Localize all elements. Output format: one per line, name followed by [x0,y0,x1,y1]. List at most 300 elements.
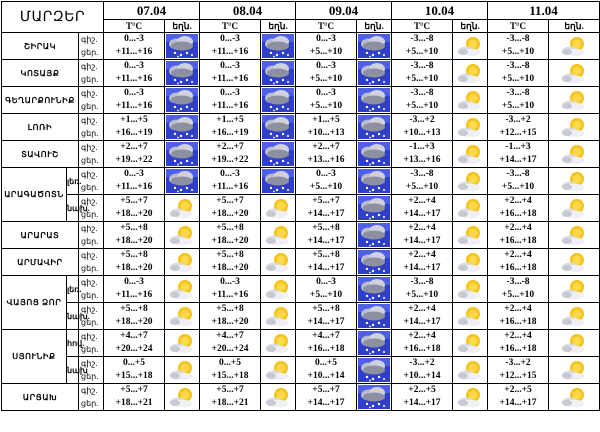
day-temperature: +16...+18 [499,344,537,354]
day-temperature: +10...+13 [403,128,441,138]
day-temperature: +18...+20 [211,209,249,219]
night-temperature: -3...+2 [505,358,531,368]
night-temperature: +2...+4 [408,250,436,260]
temperature-cell [200,114,261,141]
night-temperature: +2...+4 [504,331,532,341]
day-temperature: +18...+21 [115,398,153,408]
weather-icon-cell [357,303,392,330]
day-label: ցեր. [81,129,99,138]
temperature-cell [296,276,357,303]
weather-icon-cell [165,87,200,114]
night-temperature: +5...+7 [312,196,340,206]
weather-icon-cell [453,33,488,60]
region-name: ՇԻՐԱԿ [2,33,79,60]
night-temperature: 0...-3 [124,169,144,179]
temperature-cell [104,222,165,249]
night-temperature: +4...+7 [120,331,148,341]
snow-cloud-icon [358,223,390,247]
temperature-cell [392,357,453,384]
sun-cloud-icon [559,34,589,58]
night-temperature: 0...+5 [314,358,338,368]
temperature-cell [296,303,357,330]
night-temperature: +5...+7 [120,385,148,395]
weather-icon-cell [453,330,488,357]
night-temperature: +1...+5 [312,115,340,125]
weather-icon-cell [165,114,200,141]
temperature-cell [488,114,549,141]
table-title: ՄԱՐԶԵՐ [2,2,104,33]
day-temperature: +16...+18 [403,344,441,354]
night-temperature: +5...+8 [312,250,340,260]
weather-icon-cell [357,195,392,222]
snow-cloud-icon [262,88,294,112]
sun-cloud-icon [559,277,589,301]
temperature-cell [392,249,453,276]
temperature-cell [200,249,261,276]
temp-column-header: T°C [104,20,165,33]
day-temperature: +18...+20 [211,317,249,327]
temperature-cell [200,276,261,303]
sun-cloud-icon [559,331,589,355]
weather-icon-cell [261,195,296,222]
night-temperature: -3...+2 [409,115,435,125]
temperature-cell [296,33,357,60]
snow-cloud-icon [166,169,198,193]
night-temperature: +5...+8 [216,223,244,233]
day-temperature: +18...+20 [211,263,249,273]
temperature-cell [296,114,357,141]
night-temperature: 0...-3 [220,88,240,98]
sun-cloud-icon [559,88,589,112]
weather-icon-cell [453,168,488,195]
snow-cloud-icon [262,61,294,85]
weather-icon-cell [165,384,200,411]
temperature-cell [200,357,261,384]
night-temperature: -3...-8 [506,34,530,44]
temperature-cell [296,384,357,411]
weather-icon-cell [165,60,200,87]
weather-icon-cell [261,249,296,276]
night-day-labels [79,330,104,357]
weather-icon-cell [357,33,392,60]
day-temperature: +11...+16 [115,290,153,300]
night-temperature: -3...-8 [410,61,434,71]
temperature-cell [296,330,357,357]
day-temperature: +5...+10 [405,290,439,300]
weather-icon-cell [549,33,600,60]
temperature-cell [488,141,549,168]
day-temperature: +11...+16 [211,47,249,57]
temperature-cell [296,168,357,195]
temperature-cell [200,168,261,195]
night-temperature: +2...+4 [504,250,532,260]
day-temperature: +12...+15 [499,128,537,138]
temperature-cell [200,222,261,249]
temperature-cell [200,303,261,330]
night-temperature: -1...+3 [409,142,435,152]
day-label: ցեր. [81,48,99,57]
sun-cloud-icon [559,115,589,139]
weather-icon-cell [549,87,600,114]
day-temperature: +10...+14 [403,371,441,381]
region-name: ՍՅՈՒՆԻՔ [2,330,67,384]
sun-cloud-icon [559,385,589,409]
night-temperature: -3...-8 [506,88,530,98]
temperature-cell [296,141,357,168]
night-temperature: +5...+8 [216,304,244,314]
sun-cloud-icon [455,61,485,85]
day-temperature: +19...+22 [211,155,249,165]
snow-cloud-icon [166,61,198,85]
temperature-cell [104,114,165,141]
temperature-cell [488,195,549,222]
day-label: ցեր. [81,264,99,273]
weather-icon-cell [549,276,600,303]
sun-cloud-icon [559,61,589,85]
temperature-cell [296,222,357,249]
sun-cloud-icon [263,277,293,301]
day-label: ցեր. [81,318,99,327]
sun-cloud-icon [263,196,293,220]
day-temperature: +16...+18 [499,236,537,246]
night-temperature: +5...+8 [120,304,148,314]
day-temperature: +16...+19 [211,128,249,138]
forecast-table [1,1,600,411]
sun-cloud-icon [263,331,293,355]
region-name: ԱՐՑԱԽ [2,384,79,411]
temp-column-header: T°C [296,20,357,33]
weather-icon-cell [357,384,392,411]
night-temperature: 0...-3 [124,34,144,44]
temperature-cell [488,303,549,330]
sun-cloud-icon [167,358,197,382]
night-temperature: +2...+4 [408,223,436,233]
temperature-cell [392,168,453,195]
sun-cloud-icon [455,34,485,58]
snow-cloud-icon [262,169,294,193]
temp-column-header: T°C [200,20,261,33]
night-temperature: -3...-8 [506,277,530,287]
temperature-cell [104,357,165,384]
weather-icon-cell [165,168,200,195]
sun-cloud-icon [167,331,197,355]
day-temperature: +11...+16 [115,101,153,111]
sun-cloud-icon [559,304,589,328]
day-temperature: +16...+18 [499,317,537,327]
day-label: ցեր. [81,75,99,84]
night-label: գիշ. [81,62,98,71]
sun-cloud-icon [455,331,485,355]
sun-cloud-icon [167,196,197,220]
day-temperature: +5...+10 [405,74,439,84]
night-temperature: 0...-3 [124,277,144,287]
temperature-cell [392,222,453,249]
sun-cloud-icon [263,358,293,382]
weather-icon-cell [165,222,200,249]
temperature-cell [104,384,165,411]
day-temperature: +11...+16 [211,290,249,300]
night-temperature: -3...-8 [410,169,434,179]
weather-icon-cell [165,303,200,330]
night-day-labels [79,384,104,411]
day-temperature: +14...+17 [307,209,345,219]
night-temperature: 0...-3 [124,61,144,71]
weather-icon-cell [165,33,200,60]
weather-icon-cell [549,384,600,411]
sun-cloud-icon [167,250,197,274]
temperature-cell [104,276,165,303]
day-temperature: +14...+17 [307,398,345,408]
temperature-cell [488,168,549,195]
night-temperature: 0...+5 [218,358,242,368]
snow-cloud-icon [358,277,390,301]
temperature-cell [104,195,165,222]
temperature-cell [200,87,261,114]
weather-icon-cell [165,141,200,168]
snow-cloud-icon [358,142,390,166]
day-label: ցեր. [81,345,99,354]
weather-icon-cell [453,60,488,87]
weather-icon-cell [549,168,600,195]
subregion-name: լեռ. [67,168,79,195]
night-temperature: 0...-3 [316,61,336,71]
day-temperature: +16...+18 [499,209,537,219]
temperature-cell [392,384,453,411]
sun-cloud-icon [263,250,293,274]
day-label: ցեր. [81,210,99,219]
weather-icon-cell [453,276,488,303]
night-label: գիշ. [81,305,98,314]
weather-icon-cell [165,357,200,384]
day-temperature: +13...+16 [403,155,441,165]
day-temperature: +20...+24 [211,344,249,354]
weather-icon-cell [549,357,600,384]
sun-cloud-icon [559,250,589,274]
night-temperature: +2...+4 [408,196,436,206]
sun-cloud-icon [559,169,589,193]
day-temperature: +11...+16 [115,47,153,57]
night-temperature: 0...-3 [220,277,240,287]
weather-icon-cell [357,60,392,87]
night-label: գիշ. [81,278,98,287]
weather-icon-cell [357,276,392,303]
day-temperature: +11...+16 [115,74,153,84]
weather-icon-cell [453,303,488,330]
temperature-cell [104,303,165,330]
weather-column-header: եղն. [453,20,488,33]
weather-icon-cell [549,249,600,276]
temperature-cell [104,33,165,60]
temperature-cell [200,330,261,357]
night-label: գիշ. [81,170,98,179]
night-temperature: +2...+4 [504,196,532,206]
weather-icon-cell [261,33,296,60]
day-temperature: +5...+10 [309,101,343,111]
sun-cloud-icon [455,196,485,220]
night-temperature: +1...+5 [120,115,148,125]
sun-cloud-icon [263,385,293,409]
temperature-cell [104,141,165,168]
snow-cloud-icon [358,250,390,274]
day-temperature: +14...+17 [403,236,441,246]
sun-cloud-icon [455,223,485,247]
sun-cloud-icon [559,223,589,247]
weather-icon-cell [165,330,200,357]
night-temperature: +5...+8 [312,304,340,314]
day-temperature: +13...+16 [307,155,345,165]
weather-icon-cell [261,222,296,249]
night-day-labels [79,276,104,303]
weather-icon-cell [453,114,488,141]
night-temperature: 0...-3 [316,34,336,44]
weather-icon-cell [549,141,600,168]
day-temperature: +5...+10 [501,290,535,300]
weather-icon-cell [357,141,392,168]
day-label: ցեր. [81,183,99,192]
day-temperature: +14...+17 [403,209,441,219]
night-temperature: +2...+4 [504,223,532,233]
weather-icon-cell [549,60,600,87]
sun-cloud-icon [455,385,485,409]
night-label: գիշ. [81,143,98,152]
night-temperature: +5...+8 [120,223,148,233]
weather-icon-cell [549,222,600,249]
day-temperature: +11...+16 [211,182,249,192]
sun-cloud-icon [455,277,485,301]
day-temperature: +14...+17 [499,398,537,408]
temperature-cell [104,249,165,276]
temperature-cell [200,384,261,411]
region-name: ՎԱՅՈՑ ՁՈՐ [2,276,67,330]
weather-icon-cell [261,276,296,303]
region-name: ԼՈՌԻ [2,114,79,141]
night-label: գիշ. [81,251,98,260]
weather-icon-cell [549,303,600,330]
snow-cloud-icon [358,385,390,409]
snow-cloud-icon [166,142,198,166]
sun-cloud-icon [455,250,485,274]
sun-cloud-icon [455,115,485,139]
weather-icon-cell [261,303,296,330]
weather-icon-cell [357,114,392,141]
temperature-cell [200,141,261,168]
weather-icon-cell [261,141,296,168]
day-temperature: +10...+13 [307,128,345,138]
night-temperature: -3...+2 [409,358,435,368]
temperature-cell [200,195,261,222]
sun-cloud-icon [167,223,197,247]
night-temperature: 0...-3 [124,88,144,98]
night-temperature: +1...+5 [216,115,244,125]
sun-cloud-icon [455,88,485,112]
night-day-labels [79,168,104,195]
day-temperature: +18...+20 [115,317,153,327]
date-header: 11.04 [488,2,600,20]
temperature-cell [392,33,453,60]
day-label: ցեր. [81,399,99,408]
day-temperature: +14...+17 [403,398,441,408]
day-temperature: +5...+10 [501,74,535,84]
night-temperature: -1...+3 [505,142,531,152]
snow-cloud-icon [358,115,390,139]
night-temperature: -3...-8 [410,277,434,287]
temperature-cell [104,60,165,87]
weather-column-header: եղն. [549,20,600,33]
weather-icon-cell [453,195,488,222]
date-header: 07.04 [104,2,200,20]
temperature-cell [296,357,357,384]
day-temperature: +10...+14 [307,371,345,381]
day-temperature: +11...+16 [115,182,153,192]
weather-icon-cell [165,249,200,276]
snow-cloud-icon [358,88,390,112]
day-temperature: +14...+17 [307,317,345,327]
subregion-name: նախ. [67,195,79,222]
day-temperature: +15...+18 [115,371,153,381]
temperature-cell [392,195,453,222]
day-temperature: +16...+18 [307,344,345,354]
weather-icon-cell [357,249,392,276]
day-temperature: +5...+10 [501,47,535,57]
weather-icon-cell [453,87,488,114]
temperature-cell [488,222,549,249]
temperature-cell [200,33,261,60]
temperature-cell [104,168,165,195]
day-temperature: +18...+20 [115,209,153,219]
night-temperature: +2...+4 [504,304,532,314]
weather-icon-cell [453,249,488,276]
day-temperature: +5...+10 [309,290,343,300]
subregion-name: նախ [67,357,79,384]
night-temperature: +4...+7 [216,331,244,341]
snow-cloud-icon [358,358,390,382]
night-day-labels [79,303,104,330]
snow-cloud-icon [262,142,294,166]
night-temperature: +2...+5 [408,385,436,395]
weather-icon-cell [261,330,296,357]
sun-cloud-icon [455,358,485,382]
night-temperature: 0...-3 [316,277,336,287]
night-temperature: -3...-8 [506,169,530,179]
sun-cloud-icon [263,304,293,328]
sun-cloud-icon [167,277,197,301]
sun-cloud-icon [455,142,485,166]
night-temperature: -3...+2 [505,115,531,125]
day-label: ցեր. [81,156,99,165]
temperature-cell [392,60,453,87]
weather-icon-cell [261,357,296,384]
night-temperature: +5...+7 [216,385,244,395]
night-temperature: 0...-3 [316,88,336,98]
day-temperature: +14...+17 [307,263,345,273]
snow-cloud-icon [262,115,294,139]
day-label: ցեր. [81,372,99,381]
snow-cloud-icon [262,34,294,58]
night-temperature: 0...-3 [220,61,240,71]
day-temperature: +14...+17 [307,236,345,246]
night-temperature: +5...+7 [120,196,148,206]
weather-column-header: եղն. [357,20,392,33]
weather-icon-cell [549,330,600,357]
snow-cloud-icon [358,169,390,193]
weather-icon-cell [357,330,392,357]
night-temperature: +5...+8 [216,250,244,260]
night-label: գիշ. [81,332,98,341]
day-temperature: +16...+19 [115,128,153,138]
sun-cloud-icon [167,304,197,328]
day-temperature: +16...+18 [499,263,537,273]
weather-icon-cell [261,87,296,114]
